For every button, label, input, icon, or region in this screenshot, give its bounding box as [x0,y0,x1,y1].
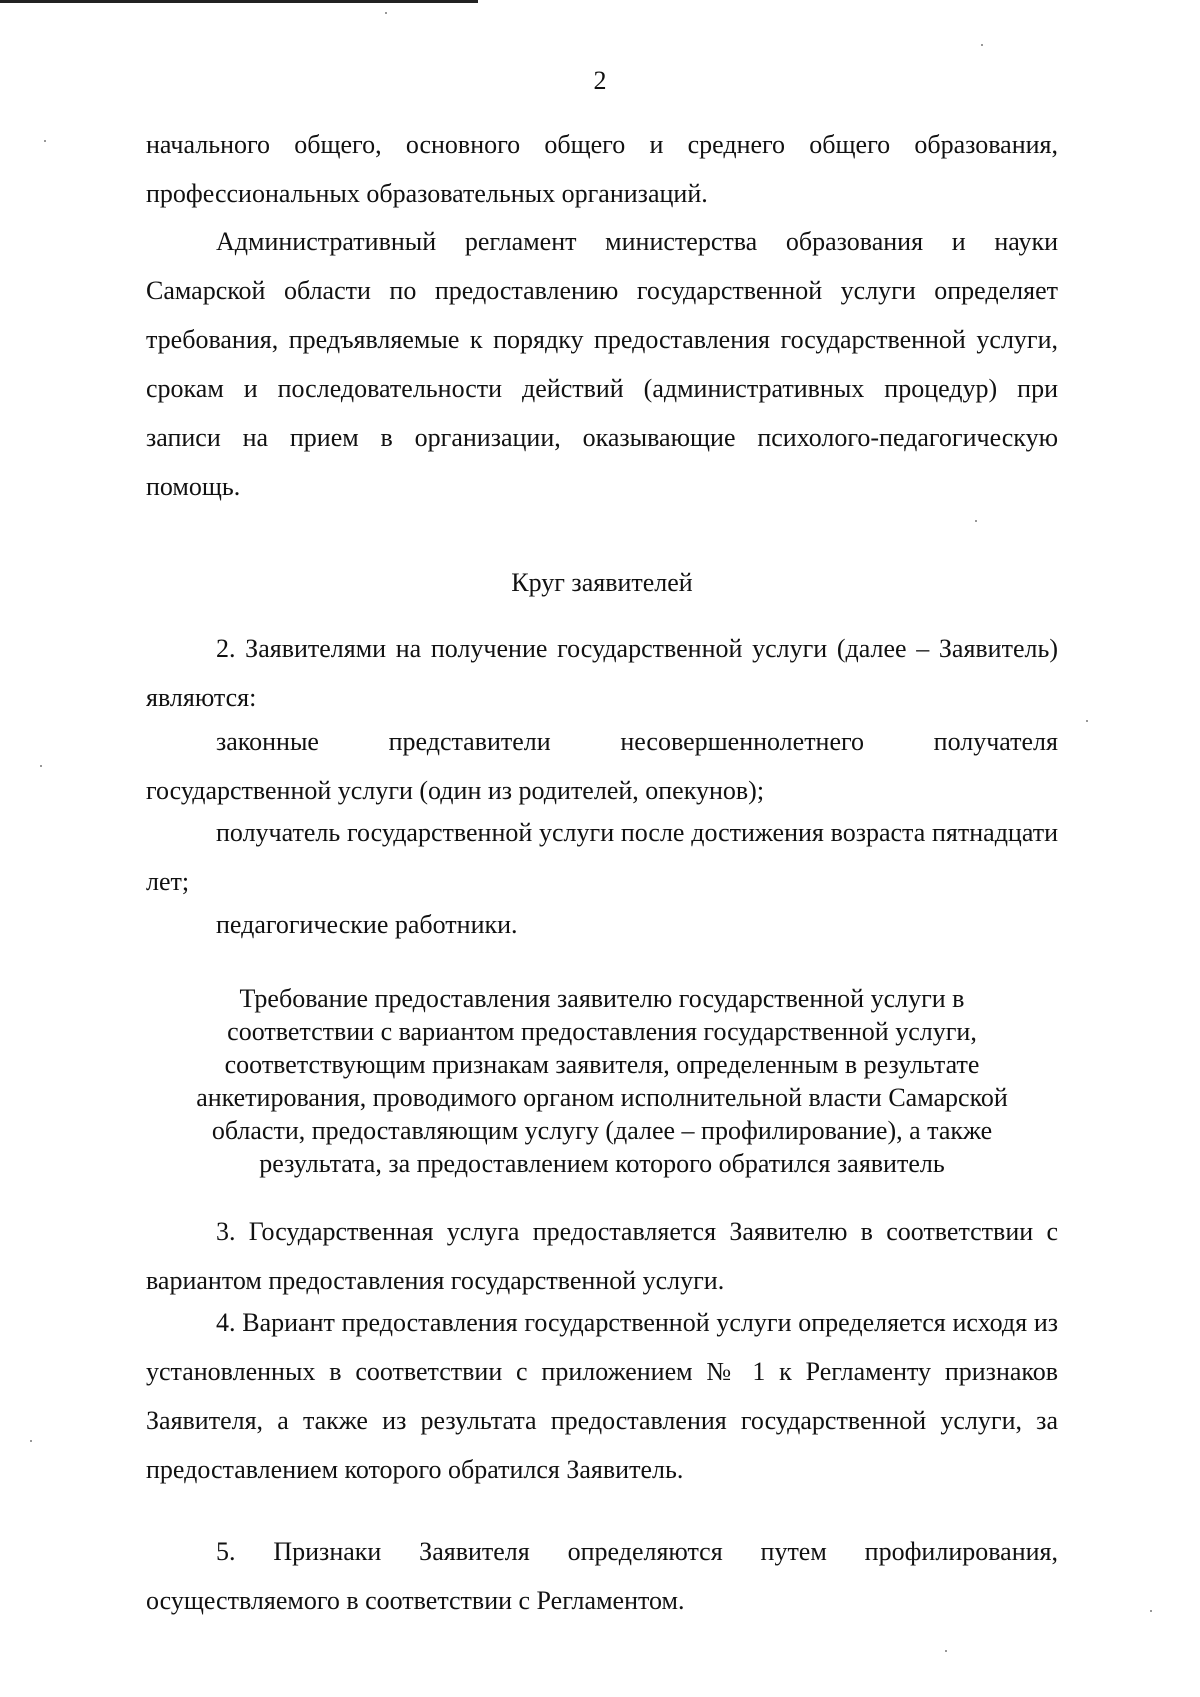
page-number: 2 [593,66,607,95]
paragraph-regulation-scope: Административный регламент министерства образования и науки Самарской области по предоставлению государственной услуги определяет требования, предъявляемые к порядку предоставления государственной услуги, срокам и последовательности действий (административных процедур) при записи на прием в организации, оказывающие психолого-педагогическую помощь. [146,227,1058,501]
paragraph-continuation: начального общего, основного общего и среднего общего образования, профессиональных образовательных организаций. [146,130,1058,208]
scan-speck [1150,1610,1152,1612]
scan-speck [40,765,42,767]
scan-speck [1086,720,1088,722]
scan-speck [981,44,983,46]
paragraph-pedagogical-workers: педагогические работники. [216,910,518,939]
scan-speck [30,1440,32,1442]
heading-line: соответствии с вариантом предоставления государственной услуги, [227,1017,977,1046]
heading-service-variant [146,982,1058,1180]
paragraph-legal-representatives: законные представители несовершеннолетнего получателя государственной услуги (один из родителей, опекунов); [146,727,1058,805]
scan-speck [975,520,977,522]
paragraph-applicants-intro: 2. Заявителями на получение государственной услуги (далее – Заявитель) являются: [146,634,1058,712]
heading-line: области, предоставляющим услугу (далее – профилирование), а также [211,1116,993,1145]
paragraph-point-5: 5. Признаки Заявителя определяются путем профилирования, осуществляемого в соответствии с Регламентом. [146,1537,1058,1615]
paragraph-point-3: 3. Государственная услуга предоставляется Заявителю в соответствии с вариантом предоставления государственной услуги. [146,1217,1058,1295]
scan-speck [945,1650,947,1652]
heading-line: соответствующим признакам заявителя, определенным в результате [224,1050,980,1079]
heading-line: Требование предоставления заявителю государственной услуги в [239,984,965,1013]
heading-line: анкетирования, проводимого органом исполнительной власти Самарской [196,1083,1008,1112]
paragraph-point-4: 4. Вариант предоставления государственной услуги определяется исходя из установленных в соответствии с приложением № 1 к Регламенту признаков Заявителя, а также из результата предоставления государственной услуги, за предоставлением которого обратился Заявитель. [146,1308,1058,1484]
scan-speck [44,140,46,142]
paragraph-recipient-age: получатель государственной услуги после достижения возраста пятнадцати лет; [146,818,1058,896]
top-rule [0,0,478,3]
heading-line: результата, за предоставлением которого обратился заявитель [259,1149,945,1178]
scan-speck [385,12,387,14]
heading-applicants: Круг заявителей [511,568,693,597]
